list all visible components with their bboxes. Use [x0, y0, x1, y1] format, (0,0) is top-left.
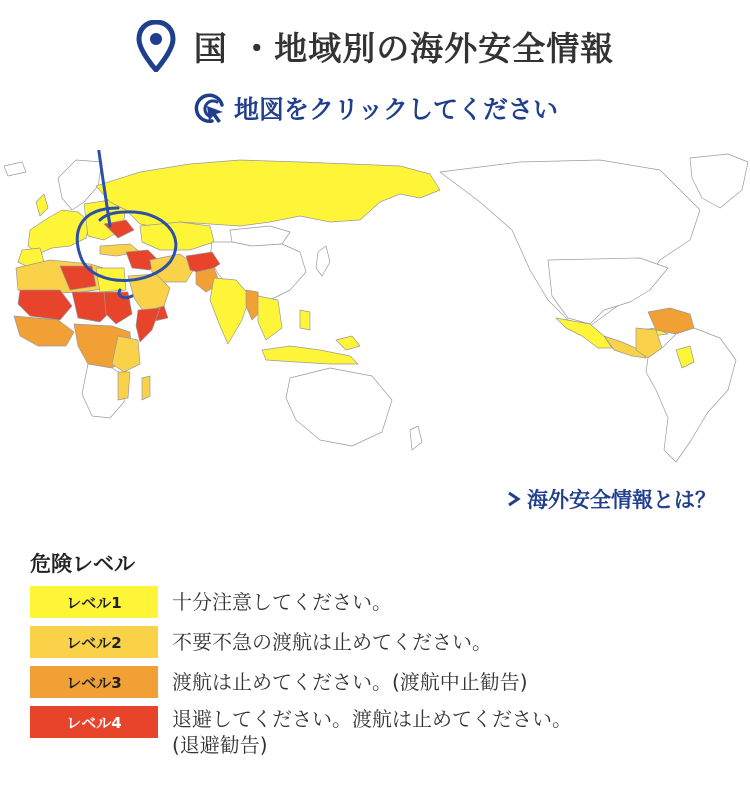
about-link-text: 海外安全情報とは？ [527, 488, 716, 512]
about-safety-info-link[interactable] [507, 482, 716, 516]
legend-title: 危険レベル [30, 552, 135, 576]
level2-description: 不要不急の渡航は止めてください。 [172, 630, 492, 654]
level4-description-line2: (退避勧告) [172, 733, 268, 757]
level4-description [172, 706, 572, 758]
click-hint [0, 88, 750, 128]
madagascar[interactable] [142, 376, 150, 400]
level3-description: 渡航は止めてください。(渡航中止勧告) [172, 670, 528, 694]
papua-new-guinea[interactable] [336, 336, 360, 350]
legend-row-level4 [30, 706, 730, 758]
level4-swatch [30, 706, 158, 738]
legend-row-level1 [30, 586, 730, 618]
pointer-click-icon [192, 91, 226, 125]
legend-row-level3 [30, 666, 730, 698]
australia[interactable] [286, 368, 392, 446]
philippines[interactable] [300, 310, 310, 330]
mongolia[interactable] [230, 226, 290, 246]
level3-swatch [30, 666, 158, 698]
new-zealand[interactable] [410, 426, 422, 450]
japan[interactable] [316, 246, 330, 276]
level1-label: レベル1 [66, 593, 122, 612]
western-europe[interactable] [28, 210, 90, 254]
uk[interactable] [36, 194, 48, 216]
legend-row-level2 [30, 626, 730, 658]
level2-swatch [30, 626, 158, 658]
level2-label: レベル2 [66, 633, 122, 652]
level1-description: 十分注意してください。 [172, 590, 392, 614]
somalia[interactable] [136, 308, 160, 342]
west-africa[interactable] [14, 316, 74, 346]
page-header [0, 14, 750, 78]
level4-description-line1: 退避してください。渡航は止めてください。 [172, 707, 572, 731]
level4-label: レベル4 [66, 713, 122, 732]
page-title: 国 ・地域別の海外安全情報 [193, 28, 615, 68]
russia[interactable] [96, 160, 440, 228]
level1-swatch [30, 586, 158, 618]
indonesia[interactable] [262, 346, 358, 364]
world-map[interactable] [0, 150, 750, 470]
level3-label: レベル3 [66, 673, 122, 692]
iceland[interactable] [4, 162, 26, 176]
click-hint-text: 地図をクリックしてください [233, 95, 558, 124]
greenland[interactable] [690, 154, 748, 208]
danger-level-legend [30, 548, 730, 766]
location-pin-icon [136, 20, 176, 72]
indochina[interactable] [258, 296, 282, 340]
mozambique[interactable] [118, 372, 130, 400]
chevron-right-icon [507, 491, 521, 507]
sahel-west[interactable] [18, 290, 72, 320]
